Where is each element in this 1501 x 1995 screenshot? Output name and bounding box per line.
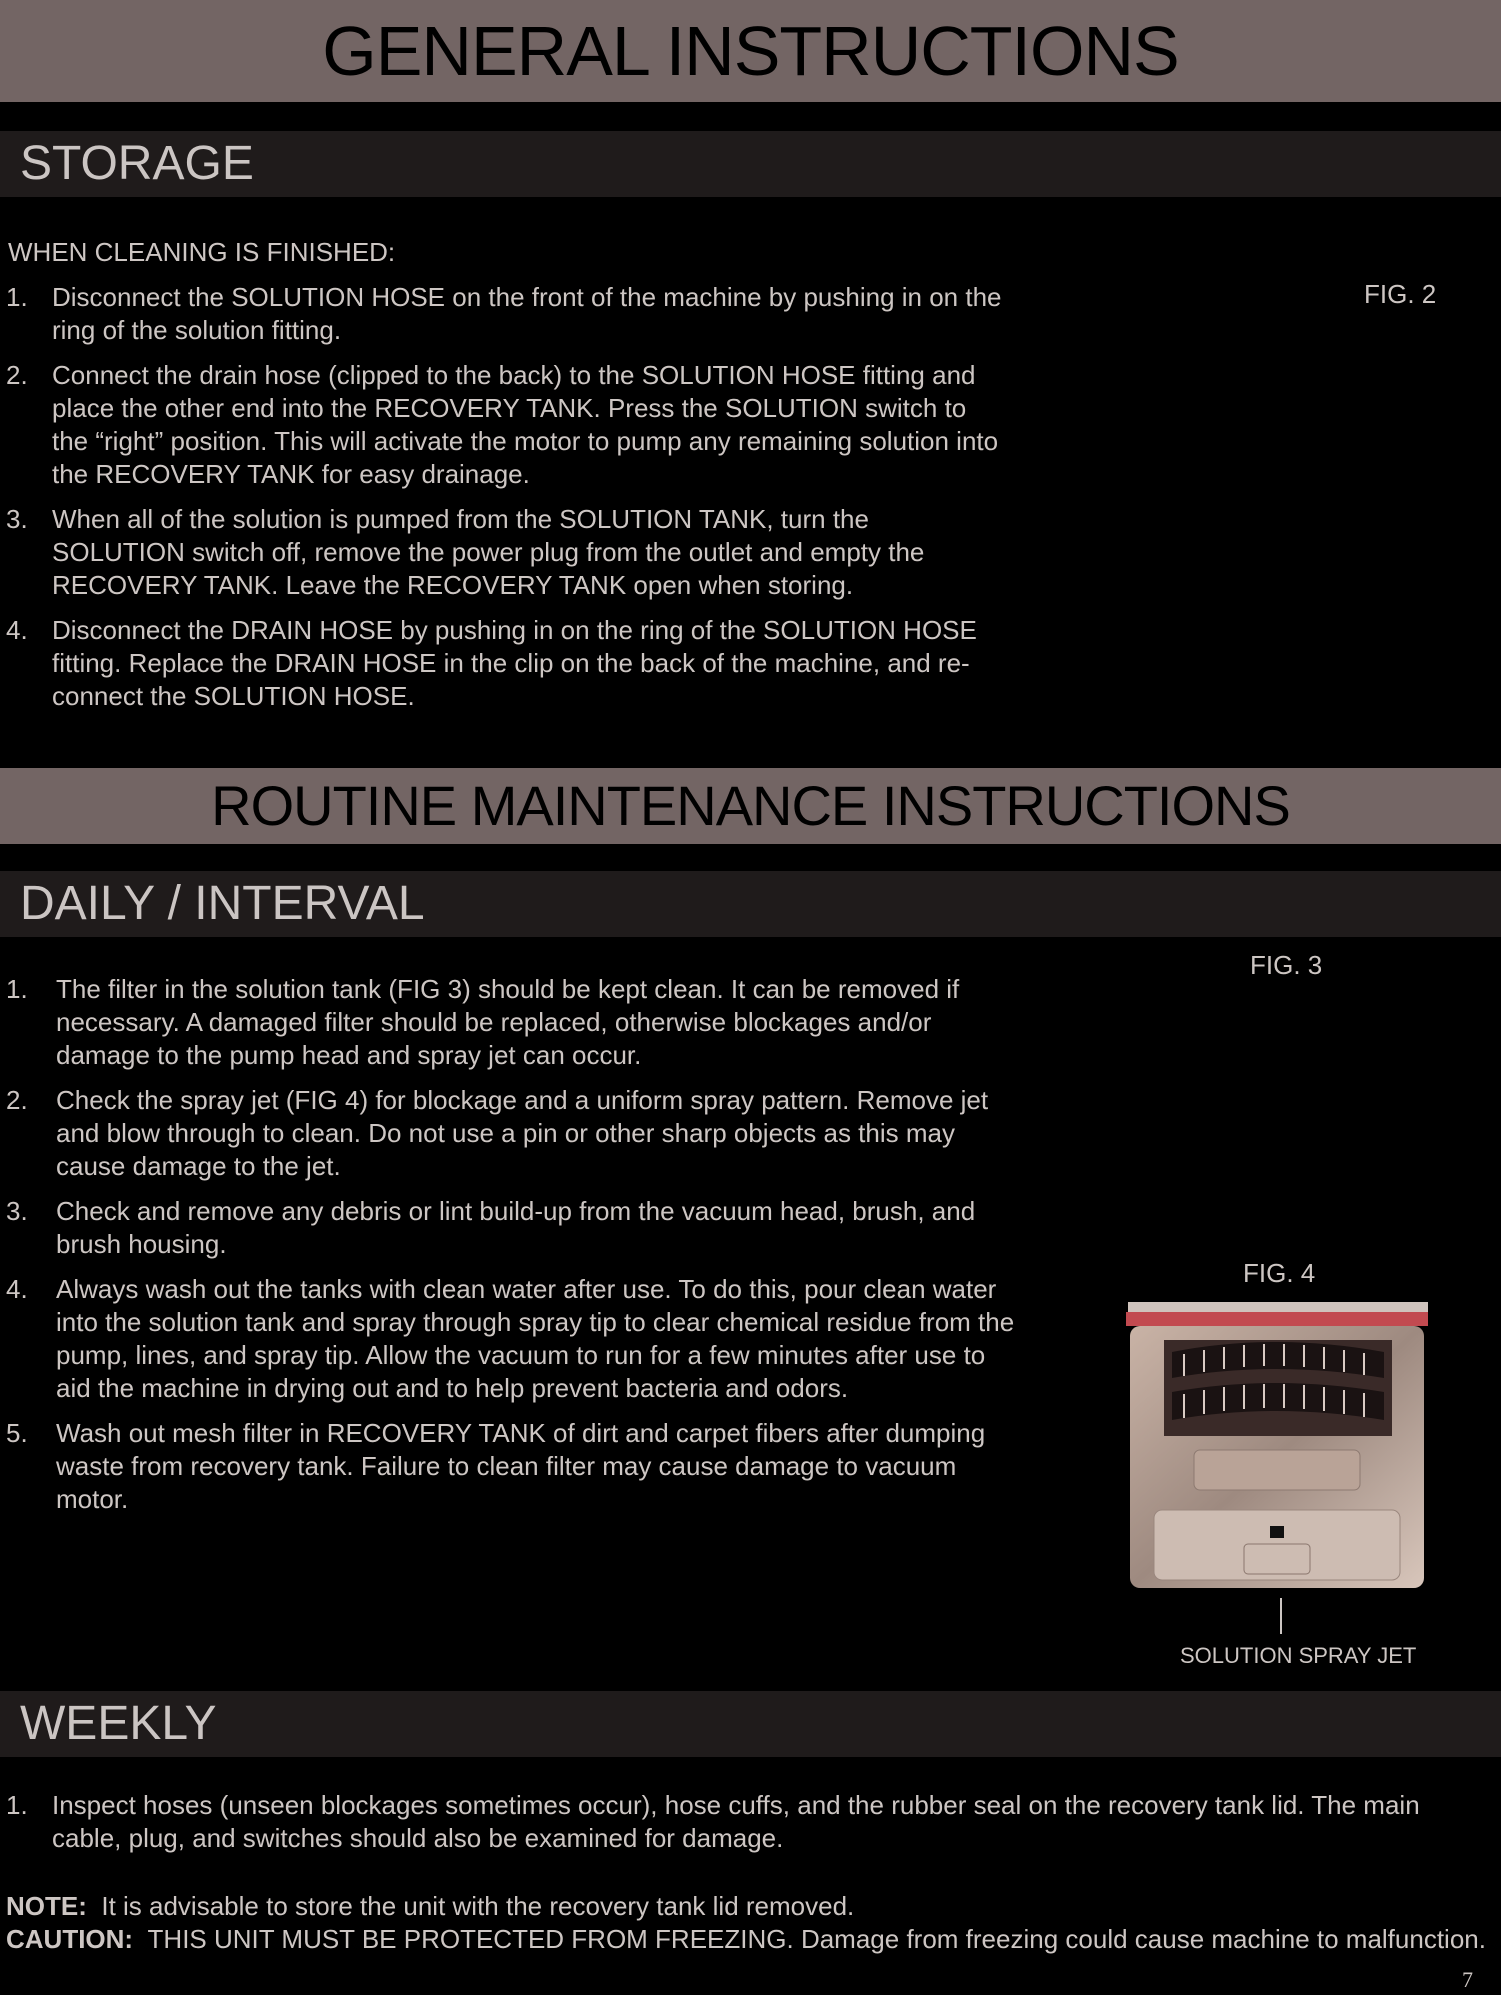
note-label: NOTE: (6, 1891, 87, 1921)
list-item (6, 973, 1026, 1072)
step-text: When all of the solution is pumped from the SOLUTION TANK, turn the SOLUTION switch off, remove the power plug from the outlet and empty the RECOVERY TANK. Leave the RECOVERY TANK open when storing. (52, 504, 925, 600)
list-item (6, 281, 1006, 347)
list-item (6, 614, 1006, 713)
section-heading-weekly: WEEKLY (0, 1691, 1501, 1757)
list-item (6, 359, 1006, 491)
callout-line (1280, 1598, 1282, 1634)
fig-4-label: FIG. 4 (1243, 1258, 1316, 1288)
maintenance-title: ROUTINE MAINTENANCE INSTRUCTIONS (0, 768, 1501, 844)
step-text: The filter in the solution tank (FIG 3) should be kept clean. It can be removed if necessary. A damaged filter should be replaced, otherwise blockages and/or damage to the pump head and spray jet can occur. (56, 974, 960, 1070)
step-number: 1. (6, 1790, 28, 1820)
section-heading-storage: STORAGE (0, 131, 1501, 197)
list-item (6, 1195, 1026, 1261)
weekly-steps-list (6, 1789, 1466, 1867)
storage-intro: WHEN CLEANING IS FINISHED: (8, 237, 396, 267)
red-trim (1126, 1312, 1428, 1326)
step-text: Check and remove any debris or lint build-up from the vacuum head, brush, and brush housing. (56, 1196, 976, 1259)
step-number: 4. (6, 1274, 28, 1304)
step-text: Check the spray jet (FIG 4) for blockage and a uniform spray pattern. Remove jet and blow through to clean. Do not use a pin or other sharp objects as this may cause damage to the jet. (56, 1085, 989, 1181)
step-number: 2. (6, 1085, 28, 1115)
step-number: 5. (6, 1418, 28, 1448)
page-title: GENERAL INSTRUCTIONS (0, 0, 1501, 102)
step-number: 1. (6, 974, 28, 1004)
step-number: 3. (6, 504, 28, 534)
fig-2-label: FIG. 2 (1364, 279, 1437, 309)
storage-steps-list (6, 281, 1006, 725)
caution-label: CAUTION: (6, 1924, 134, 1954)
caution-line (6, 1923, 1496, 1955)
page-number: 7 (1462, 1967, 1473, 1992)
list-item (6, 1789, 1466, 1855)
daily-steps-list (6, 973, 1026, 1528)
step-number: 3. (6, 1196, 28, 1226)
base-plate (1154, 1510, 1400, 1580)
step-number: 4. (6, 615, 28, 645)
housing-rib (1194, 1450, 1360, 1490)
step-text: Wash out mesh filter in RECOVERY TANK of dirt and carpet fibers after dumping waste from recovery tank. Failure to clean filter may cause damage to vacuum motor. (56, 1418, 986, 1514)
list-item (6, 1417, 1026, 1516)
brush-head-illustration (1124, 1300, 1430, 1598)
note-text: It is advisable to store the unit with the recovery tank lid removed. (101, 1891, 855, 1921)
step-text: Inspect hoses (unseen blockages sometimes occur), hose cuffs, and the rubber seal on the recovery tank lid. The main cable, plug, and switches should also be examined for damage. (52, 1790, 1420, 1853)
step-text: Always wash out the tanks with clean water after use. To do this, pour clean water into the solution tank and spray through spray tip to clear chemical residue from the pump, lines, and spray tip. Allow the vacuum to run for a few minutes after use to aid the machine in drying out and to help prevent bacteria and odors. (56, 1274, 1015, 1403)
step-text: Disconnect the SOLUTION HOSE on the front of the machine by pushing in on the ring of the solution fitting. (52, 282, 1002, 345)
step-number: 2. (6, 360, 28, 390)
caution-text: THIS UNIT MUST BE PROTECTED FROM FREEZING. Damage from freezing could cause machine to malfunction. (147, 1924, 1486, 1954)
spray-jet-nozzle (1270, 1526, 1284, 1538)
list-item (6, 1084, 1026, 1183)
list-item (6, 503, 1006, 602)
step-text: Connect the drain hose (clipped to the back) to the SOLUTION HOSE fitting and place the other end into the RECOVERY TANK. Press the SOLUTION switch to the “right” position. This will activate the motor to pump any remaining solution into the RECOVERY TANK for easy drainage. (52, 360, 999, 489)
section-heading-daily-interval: DAILY / INTERVAL (0, 871, 1501, 937)
note-line (6, 1890, 1496, 1922)
step-number: 1. (6, 282, 28, 312)
step-text: Disconnect the DRAIN HOSE by pushing in on the ring of the SOLUTION HOSE fitting. Replace the DRAIN HOSE in the clip on the back of the machine, and re-connect the SOLUTION HOSE. (52, 615, 977, 711)
fig-3-label: FIG. 3 (1250, 950, 1323, 980)
spray-jet-label: SOLUTION SPRAY JET (1180, 1643, 1417, 1668)
list-item (6, 1273, 1026, 1405)
top-rail (1128, 1302, 1428, 1312)
